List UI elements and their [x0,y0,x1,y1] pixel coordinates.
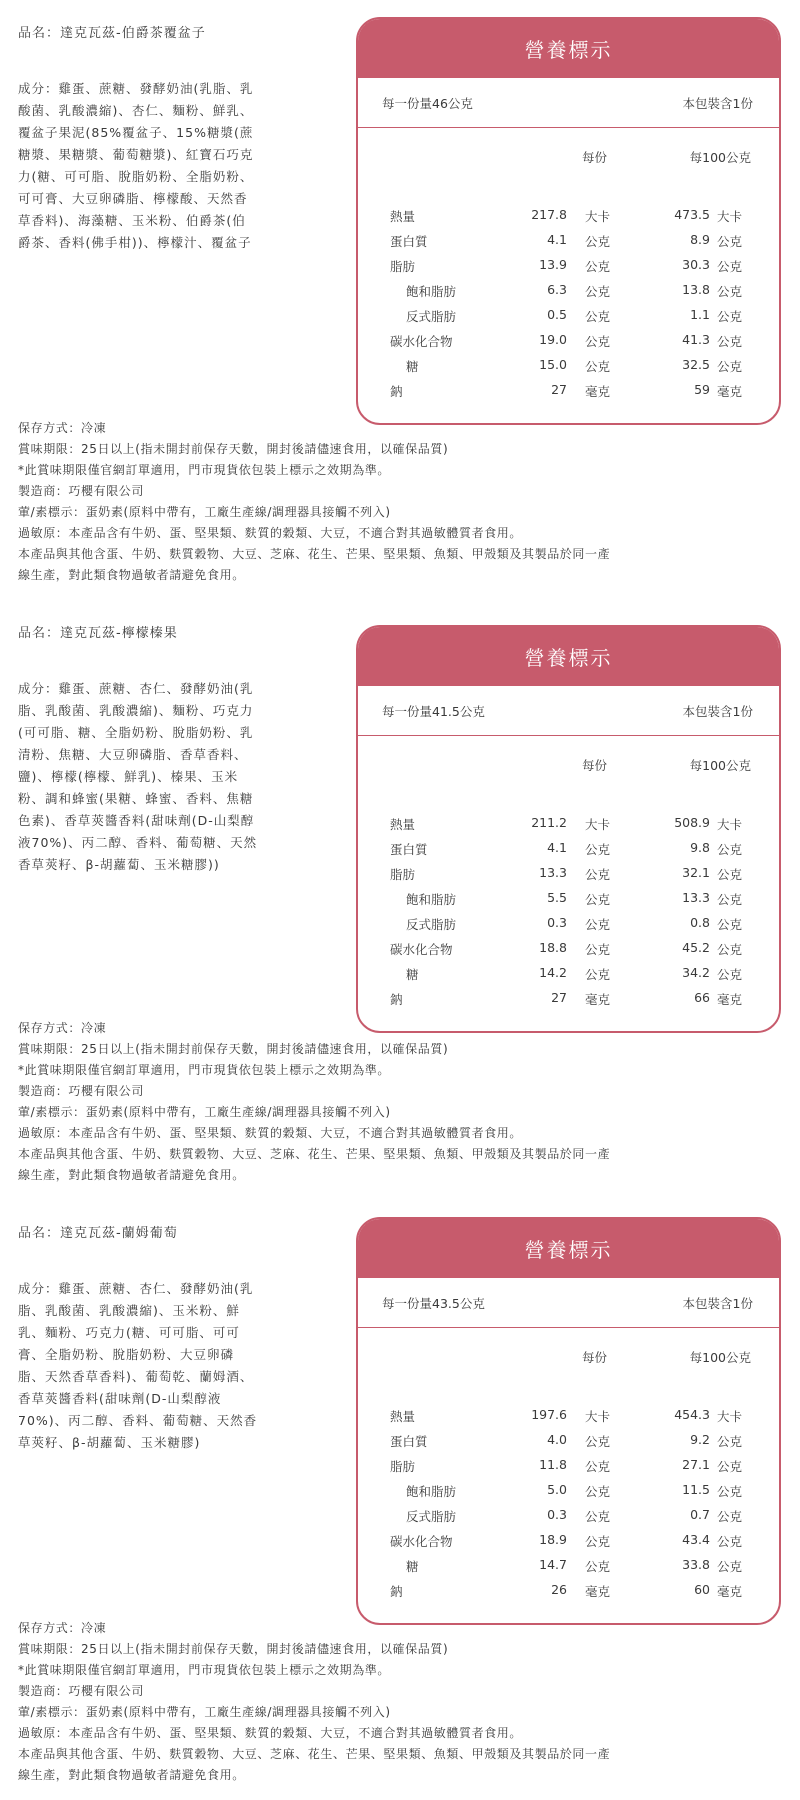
per-serving-value: 14.7 [539,1557,567,1572]
nutrition-row [358,836,779,861]
storage-line: *此賞味期限僅官網訂單適用，門市現貨依包裝上標示之效期為準。 [18,463,391,477]
servings-per-pack: 本包裝含1份 [682,704,753,719]
per-serving-unit: 公克 [585,359,611,374]
ingredients-text: 成分：雞蛋、蔗糖、杏仁、發酵奶油(乳脂、乳酸菌、乳酸濃縮)、玉米粉、鮮乳、麵粉、巧克力(糖、可可脂、可可膏、全脂奶粉、脫脂奶粉、大豆卵磷脂、天然香草香料)、葡萄乾、蘭姆酒、香草莢醬香料(甜味劑(D-山梨醇液70%)、丙二醇、香料、葡萄糖、天然香草莢籽、β-胡蘿蔔、玉米糖膠) [18,1281,258,1450]
col-per-serving: 每份 [582,758,608,773]
per-100g-value: 454.3 [674,1407,710,1422]
nutrition-panel [356,625,781,1033]
nutrition-title: 營養標示 [358,19,779,78]
nutrition-row [358,1578,779,1603]
per-100g-unit: 公克 [717,334,743,349]
per-100g-unit: 公克 [717,892,743,907]
storage-line: 過敏原：本產品含有牛奶、蛋、堅果類、麩質的穀類、大豆，不適合對其過敏體質者食用。 [18,526,523,540]
storage-line: 製造商：巧櫻有限公司 [18,1684,145,1698]
per-100g-unit: 公克 [717,1484,743,1499]
nutrient-name: 反式脂肪 [406,917,457,932]
per-serving-value: 15.0 [539,357,567,372]
per-serving-unit: 公克 [585,1559,611,1574]
per-100g-value: 41.3 [682,332,710,347]
per-100g-value: 59 [694,382,710,397]
col-per-serving: 每份 [582,150,608,165]
per-100g-unit: 公克 [717,942,743,957]
per-100g-unit: 公克 [717,1434,743,1449]
nutrition-row [358,1453,779,1478]
nutrition-panel [356,17,781,425]
nutrient-name: 鈉 [390,992,403,1007]
per-serving-value: 27 [551,990,567,1005]
per-100g-unit: 公克 [717,234,743,249]
per-serving-value: 13.9 [539,257,567,272]
per-serving-value: 4.1 [547,840,567,855]
per-100g-unit: 公克 [717,259,743,274]
storage-line: 葷/素標示：蛋奶素(原料中帶有，工廠生產線/調理器具接觸不列入) [18,1705,391,1719]
nutrition-panel [356,1217,781,1625]
nutrition-row [358,253,779,278]
per-serving-value: 13.3 [539,865,567,880]
per-serving-value: 5.5 [547,890,567,905]
per-serving-unit: 大卡 [585,817,611,832]
storage-line: 賞味期限：25日以上(指未開封前保存天數，開封後請儘速食用，以確保品質) [18,1042,449,1056]
servings-per-pack: 本包裝含1份 [682,96,753,111]
per-serving-unit: 公克 [585,842,611,857]
per-serving-value: 217.8 [531,207,567,222]
nutrient-name: 碳水化合物 [390,334,453,349]
per-serving-value: 4.0 [547,1432,567,1447]
per-serving-unit: 公克 [585,892,611,907]
nutrient-name: 熱量 [390,209,416,224]
per-100g-value: 473.5 [674,207,710,222]
nutrition-rows [358,1380,779,1623]
per-100g-unit: 大卡 [717,1409,743,1424]
per-100g-value: 34.2 [682,965,710,980]
storage-line: 保存方式：冷凍 [18,1621,107,1635]
per-100g-value: 32.5 [682,357,710,372]
nutrient-name: 蛋白質 [390,842,428,857]
per-100g-value: 9.2 [690,1432,710,1447]
column-header [358,1328,779,1380]
per-serving-unit: 公克 [585,942,611,957]
serving-size: 每一份量43.5公克 [382,1296,485,1311]
per-100g-value: 45.2 [682,940,710,955]
per-serving-unit: 公克 [585,1484,611,1499]
nutrient-name: 鈉 [390,384,403,399]
per-serving-unit: 公克 [585,1534,611,1549]
nutrient-name: 糖 [406,1559,419,1574]
serving-size: 每一份量41.5公克 [382,704,485,719]
nutrient-name: 飽和脂肪 [406,1484,457,1499]
nutrition-row [358,986,779,1011]
per-100g-unit: 公克 [717,1534,743,1549]
storage-line: 葷/素標示：蛋奶素(原料中帶有，工廠生產線/調理器具接觸不列入) [18,1105,391,1119]
storage-line: *此賞味期限僅官網訂單適用，門市現貨依包裝上標示之效期為準。 [18,1063,391,1077]
per-100g-unit: 大卡 [717,817,743,832]
per-100g-value: 13.8 [682,282,710,297]
nutrition-row [358,203,779,228]
product-name: 品名：達克瓦茲-蘭姆葡萄 [18,1226,178,1241]
storage-info [18,1018,718,1186]
serving-info [358,1278,779,1328]
nutrient-name: 脂肪 [390,1459,416,1474]
per-100g-value: 0.7 [690,1507,710,1522]
per-100g-value: 8.9 [690,232,710,247]
nutrient-name: 碳水化合物 [390,942,453,957]
nutrient-name: 鈉 [390,1584,403,1599]
per-serving-unit: 公克 [585,967,611,982]
nutrition-row [358,911,779,936]
nutrient-name: 脂肪 [390,867,416,882]
per-serving-unit: 公克 [585,1509,611,1524]
serving-size: 每一份量46公克 [382,96,473,111]
nutrition-row [358,353,779,378]
storage-line: 賞味期限：25日以上(指未開封前保存天數，開封後請儘速食用，以確保品質) [18,1642,449,1656]
per-serving-value: 14.2 [539,965,567,980]
per-serving-unit: 公克 [585,259,611,274]
nutrient-name: 蛋白質 [390,1434,428,1449]
per-100g-unit: 公克 [717,309,743,324]
per-serving-unit: 公克 [585,917,611,932]
nutrient-name: 熱量 [390,817,416,832]
nutrient-name: 反式脂肪 [406,309,457,324]
per-100g-value: 33.8 [682,1557,710,1572]
per-100g-unit: 大卡 [717,209,743,224]
servings-per-pack: 本包裝含1份 [682,1296,753,1311]
per-100g-unit: 毫克 [717,992,743,1007]
per-serving-unit: 公克 [585,334,611,349]
ingredients-text: 成分：雞蛋、蔗糖、杏仁、發酵奶油(乳脂、乳酸菌、乳酸濃縮)、麵粉、巧克力(可可脂、糖、全脂奶粉、脫脂奶粉、乳清粉、焦糖、大豆卵磷脂、香草香料、鹽)、檸檬(檸檬、鮮乳)、榛果、玉米粉、調和蜂蜜(果糖、蜂蜜、香料、焦糖色素)、香草莢醬香料(甜味劑(D-山梨醇液70%)、丙二醇、香料、葡萄糖、天然香草莢籽、β-胡蘿蔔、玉米糖膠)) [18,681,258,872]
storage-line: 本產品與其他含蛋、牛奶、麩質穀物、大豆、芝麻、花生、芒果、堅果類、魚類、甲殼類及其製品於同一產 [18,1747,611,1761]
storage-line: 本產品與其他含蛋、牛奶、麩質穀物、大豆、芝麻、花生、芒果、堅果類、魚類、甲殼類及其製品於同一產 [18,547,611,561]
nutrition-row [358,1403,779,1428]
per-100g-value: 9.8 [690,840,710,855]
storage-line: 過敏原：本產品含有牛奶、蛋、堅果類、麩質的穀類、大豆，不適合對其過敏體質者食用。 [18,1726,523,1740]
storage-line: 本產品與其他含蛋、牛奶、麩質穀物、大豆、芝麻、花生、芒果、堅果類、魚類、甲殼類及其製品於同一產 [18,1147,611,1161]
storage-line: 製造商：巧櫻有限公司 [18,1084,145,1098]
storage-line: 製造商：巧櫻有限公司 [18,484,145,498]
per-100g-value: 11.5 [682,1482,710,1497]
per-100g-value: 32.1 [682,865,710,880]
storage-line: 過敏原：本產品含有牛奶、蛋、堅果類、麩質的穀類、大豆，不適合對其過敏體質者食用。 [18,1126,523,1140]
nutrient-name: 糖 [406,967,419,982]
product-block [0,0,800,600]
per-serving-unit: 毫克 [585,992,611,1007]
per-100g-value: 13.3 [682,890,710,905]
storage-line: *此賞味期限僅官網訂單適用，門市現貨依包裝上標示之效期為準。 [18,1663,391,1677]
per-serving-value: 27 [551,382,567,397]
product-name: 品名：達克瓦茲-檸檬榛果 [18,626,178,641]
storage-line: 線生產，對此類食物過敏者請避免食用。 [18,568,245,582]
per-serving-unit: 毫克 [585,1584,611,1599]
per-serving-unit: 大卡 [585,1409,611,1424]
per-100g-value: 0.8 [690,915,710,930]
nutrition-row [358,1528,779,1553]
per-serving-unit: 公克 [585,867,611,882]
per-100g-unit: 公克 [717,1559,743,1574]
per-serving-value: 197.6 [531,1407,567,1422]
nutrition-row [358,303,779,328]
nutrition-title: 營養標示 [358,1219,779,1278]
nutrition-row [358,1478,779,1503]
storage-info [18,418,718,586]
nutrition-row [358,811,779,836]
col-per-100g: 每100公克 [689,758,751,773]
per-serving-value: 0.5 [547,307,567,322]
per-100g-unit: 公克 [717,842,743,857]
col-per-100g: 每100公克 [689,1350,751,1365]
per-100g-unit: 公克 [717,1459,743,1474]
per-100g-unit: 公克 [717,284,743,299]
nutrient-name: 飽和脂肪 [406,892,457,907]
nutrition-row [358,961,779,986]
serving-info [358,686,779,736]
nutrient-name: 糖 [406,359,419,374]
nutrition-row [358,1503,779,1528]
nutrition-row [358,278,779,303]
per-serving-value: 5.0 [547,1482,567,1497]
nutrition-row [358,328,779,353]
col-per-serving: 每份 [582,1350,608,1365]
per-100g-unit: 毫克 [717,384,743,399]
per-100g-unit: 公克 [717,917,743,932]
per-serving-value: 18.9 [539,1532,567,1547]
per-serving-value: 211.2 [531,815,567,830]
per-serving-unit: 公克 [585,234,611,249]
per-serving-unit: 公克 [585,1459,611,1474]
per-100g-value: 30.3 [682,257,710,272]
column-header [358,128,779,180]
nutrient-name: 碳水化合物 [390,1534,453,1549]
serving-info [358,78,779,128]
storage-line: 線生產，對此類食物過敏者請避免食用。 [18,1168,245,1182]
product-name: 品名：達克瓦茲-伯爵茶覆盆子 [18,26,206,41]
per-serving-value: 0.3 [547,915,567,930]
nutrition-row [358,1553,779,1578]
nutrition-row [358,228,779,253]
storage-line: 線生產，對此類食物過敏者請避免食用。 [18,1768,245,1782]
per-serving-value: 19.0 [539,332,567,347]
per-100g-unit: 毫克 [717,1584,743,1599]
nutrient-name: 蛋白質 [390,234,428,249]
product-block [0,1200,800,1800]
storage-info [18,1618,718,1786]
per-serving-value: 11.8 [539,1457,567,1472]
nutrition-row [358,861,779,886]
column-header [358,736,779,788]
per-100g-unit: 公克 [717,359,743,374]
per-serving-unit: 公克 [585,1434,611,1449]
per-serving-value: 4.1 [547,232,567,247]
nutrition-row [358,886,779,911]
per-100g-value: 27.1 [682,1457,710,1472]
nutrition-rows [358,788,779,1031]
per-serving-unit: 公克 [585,309,611,324]
per-serving-unit: 大卡 [585,209,611,224]
nutrition-row [358,1428,779,1453]
per-100g-value: 60 [694,1582,710,1597]
per-100g-unit: 公克 [717,967,743,982]
per-100g-value: 508.9 [674,815,710,830]
per-100g-value: 1.1 [690,307,710,322]
product-block [0,600,800,1200]
per-serving-value: 18.8 [539,940,567,955]
col-per-100g: 每100公克 [689,150,751,165]
nutrient-name: 熱量 [390,1409,416,1424]
storage-line: 保存方式：冷凍 [18,1021,107,1035]
storage-line: 葷/素標示：蛋奶素(原料中帶有，工廠生產線/調理器具接觸不列入) [18,505,391,519]
per-100g-value: 66 [694,990,710,1005]
nutrient-name: 反式脂肪 [406,1509,457,1524]
per-serving-value: 0.3 [547,1507,567,1522]
per-serving-value: 26 [551,1582,567,1597]
storage-line: 賞味期限：25日以上(指未開封前保存天數，開封後請儘速食用，以確保品質) [18,442,449,456]
nutrient-name: 飽和脂肪 [406,284,457,299]
nutrition-row [358,936,779,961]
per-serving-unit: 毫克 [585,384,611,399]
per-serving-unit: 公克 [585,284,611,299]
nutrition-row [358,378,779,403]
nutrient-name: 脂肪 [390,259,416,274]
per-100g-unit: 公克 [717,1509,743,1524]
nutrition-title: 營養標示 [358,627,779,686]
per-100g-unit: 公克 [717,867,743,882]
ingredients-text: 成分：雞蛋、蔗糖、發酵奶油(乳脂、乳酸菌、乳酸濃縮)、杏仁、麵粉、鮮乳、覆盆子果泥(85%覆盆子、15%糖漿(蔗糖漿、果糖漿、葡萄糖漿)、紅寶石巧克力(糖、可可脂、脫脂奶粉、全脂奶粉、可可膏、大豆卵磷脂、檸檬酸、天然香草香料)、海藻糖、玉米粉、伯爵茶(伯爵茶、香料(佛手柑))、檸檬汁、覆盆子 [18,81,254,250]
per-serving-value: 6.3 [547,282,567,297]
nutrition-rows [358,180,779,423]
storage-line: 保存方式：冷凍 [18,421,107,435]
per-100g-value: 43.4 [682,1532,710,1547]
